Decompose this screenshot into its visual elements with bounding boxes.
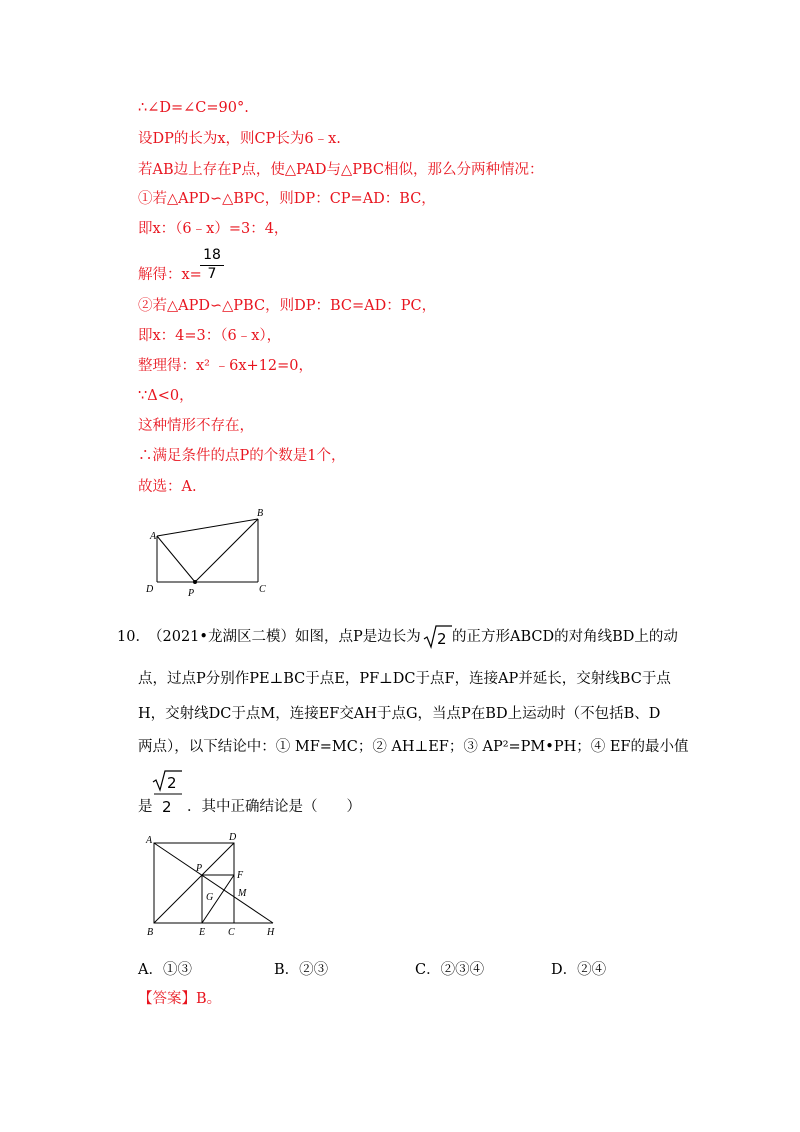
diagonal-BD	[154, 843, 234, 923]
sqrt-fraction	[152, 770, 184, 816]
svg-text:2: 2	[437, 630, 447, 648]
question-line-3: H，交射线DC于点M，连接EF交AH于点G，当点P在BD上运动时（不包括B、D	[138, 706, 661, 722]
label-B: B	[147, 927, 154, 938]
figure-2-diagram	[140, 828, 285, 940]
question-number: 10．	[117, 629, 150, 645]
option-c: C．②③④	[415, 962, 485, 978]
question-line-2: 点，过点P分别作PE⊥BC于点E，PF⊥DC于点F，连接AP并延长，交射线BC于点	[138, 671, 671, 687]
option-b: B．②③	[274, 962, 329, 978]
question-line-5-suffix: ．其中正确结论是（ ）	[187, 799, 361, 815]
label-A: A	[150, 531, 157, 542]
sqrt-sign	[423, 624, 453, 650]
solution-line-10: ∵Δ<0，	[138, 388, 194, 404]
line-AH	[154, 843, 273, 923]
label-D: D	[229, 832, 237, 843]
solution-line-2: 设DP的长为x，则CP长为6﹣x.	[138, 131, 341, 147]
question-line-4: 两点），以下结论中：① MF=MC；② AH⊥EF；③ AP²=PM•PH；④ EF的最小值	[138, 739, 689, 755]
question-line-5-prefix: 是	[138, 799, 153, 815]
fraction-denominator: 7	[207, 266, 217, 282]
segment-AP	[157, 536, 195, 582]
question-line-1a: （2021•龙湖区二模）如图，点P是边长为	[148, 629, 421, 645]
solution-line-3: 若AB边上存在P点，使△PAD与△PBC相似，那么分两种情况：	[138, 162, 544, 178]
label-G: G	[206, 892, 214, 903]
answer-text: 【答案】B。	[138, 991, 222, 1007]
fraction-numerator: 18	[203, 247, 221, 263]
solution-line-7: ②若△APD∽△PBC，则DP：BC=AD：PC，	[138, 298, 437, 314]
solution-line-12: ∴满足条件的点P的个数是1个，	[138, 448, 346, 464]
label-F: F	[237, 870, 244, 881]
label-D: D	[146, 584, 154, 595]
solution-line-5: 即x：（6﹣x）=3：4，	[138, 221, 289, 237]
solution-line-13: 故选：A.	[138, 479, 197, 495]
label-B: B	[257, 508, 264, 519]
label-A: A	[146, 835, 153, 846]
figure-1-diagram	[140, 505, 275, 600]
question-line-1b: 的正方形ABCD的对角线BD上的动	[452, 629, 678, 645]
solution-line-8: 即x：4=3：（6﹣x），	[138, 328, 282, 344]
option-d: D．②④	[551, 962, 607, 978]
solution-line-1: ∴∠D=∠C=90°.	[138, 100, 249, 116]
solution-line-9: 整理得：x² ﹣6x+12=0，	[138, 358, 313, 374]
solution-line-11: 这种情形不存在，	[138, 418, 254, 434]
solution-line-6: 解得：x=	[138, 267, 202, 283]
label-M: M	[238, 888, 247, 899]
svg-text:2: 2	[167, 774, 177, 792]
svg-text:2: 2	[162, 798, 172, 816]
label-E: E	[199, 927, 206, 938]
point-P-dot	[193, 580, 197, 584]
label-H: H	[267, 927, 275, 938]
label-C: C	[259, 584, 266, 595]
label-C: C	[228, 927, 235, 938]
label-P: P	[188, 588, 195, 599]
label-P: P	[196, 863, 203, 874]
option-a: A．①③	[138, 962, 192, 978]
solution-line-4: ①若△APD∽△BPC，则DP：CP=AD：BC，	[138, 191, 436, 207]
